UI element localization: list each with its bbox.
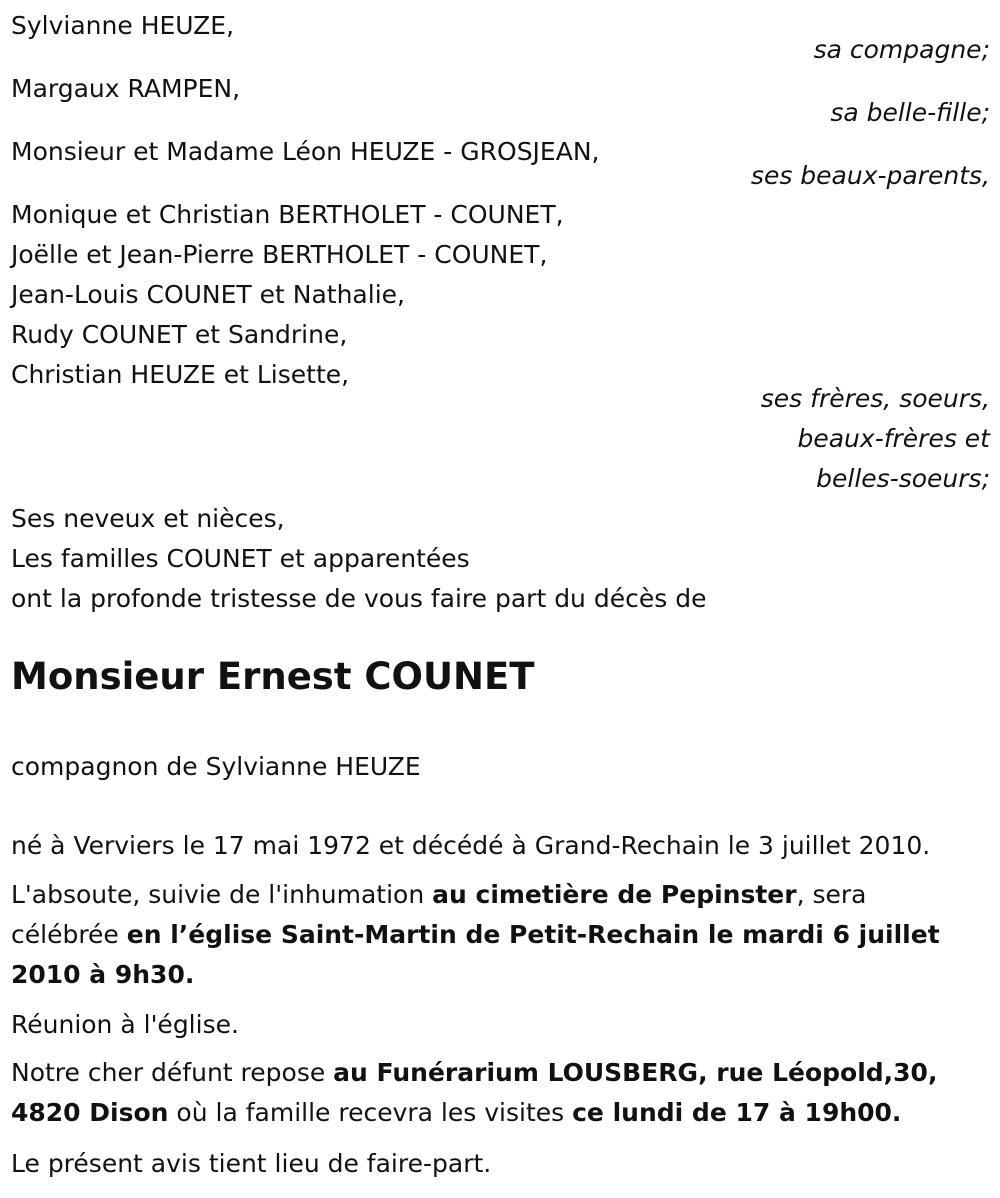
meeting-note: Réunion à l'église. [11, 1010, 239, 1039]
inlaws-role: ses beaux-parents, [750, 161, 990, 190]
rest-text: Notre cher défunt repose [11, 1058, 334, 1087]
ceremony-text: célébrée [11, 920, 127, 949]
visiting-hours: ce lundi de 17 à 19h00. [572, 1098, 902, 1127]
deceased-relation: compagnon de Sylvianne HEUZE [11, 752, 421, 781]
ceremony-text: L'absoute, suivie de l'inhumation [11, 880, 433, 909]
cemetery-location: au cimetière de Pepinster [432, 880, 797, 909]
announcement-line: ont la profonde tristesse de vous faire part du décès de [11, 584, 707, 613]
stepdaughter-name: Margaux RAMPEN, [11, 74, 241, 103]
sibling-line: Monique et Christian BERTHOLET - COUNET, [11, 200, 564, 229]
others-line: Les familles COUNET et apparentées [11, 544, 470, 573]
companion-name: Sylvianne HEUZE, [11, 11, 235, 40]
sibling-line: Rudy COUNET et Sandrine, [11, 320, 348, 349]
siblings-role-line: beaux-frères et [797, 424, 990, 453]
stepdaughter-role: sa belle-fille; [830, 98, 990, 127]
ceremony-line-1 [11, 880, 866, 910]
sibling-line: Christian HEUZE et Lisette, [11, 360, 350, 389]
siblings-role-line: belles-soeurs; [816, 464, 990, 493]
sibling-line: Jean-Louis COUNET et Nathalie, [11, 280, 405, 309]
others-line: Ses neveux et nièces, [11, 504, 285, 533]
funeral-home-city: 4820 Dison [11, 1098, 169, 1127]
birth-death-dates: né à Verviers le 17 mai 1972 et décédé à Grand-Rechain le 3 juillet 2010. [11, 831, 931, 860]
ceremony-line-3 [11, 960, 194, 990]
ceremony-time: 2010 à 9h30. [11, 960, 195, 989]
inlaws-name: Monsieur et Madame Léon HEUZE - GROSJEAN, [11, 137, 600, 166]
companion-role: sa compagne; [813, 35, 990, 64]
ceremony-line-2 [11, 920, 940, 950]
rest-text: où la famille recevra les visites [168, 1098, 573, 1127]
ceremony-text: , sera [796, 880, 867, 909]
closing-note: Le présent avis tient lieu de faire-part. [11, 1149, 492, 1178]
church-location-date: en l’église Saint-Martin de Petit-Rechain le mardi 6 juillet [126, 920, 940, 949]
funeral-home-address: au Funérarium LOUSBERG, rue Léopold,30, [333, 1058, 938, 1087]
sibling-line: Joëlle et Jean-Pierre BERTHOLET - COUNET, [11, 240, 548, 269]
siblings-role-line: ses frères, soeurs, [760, 384, 990, 413]
deceased-name: Monsieur Ernest COUNET [11, 655, 535, 698]
funeral-home-line-1 [11, 1058, 937, 1088]
funeral-home-line-2 [11, 1098, 901, 1128]
